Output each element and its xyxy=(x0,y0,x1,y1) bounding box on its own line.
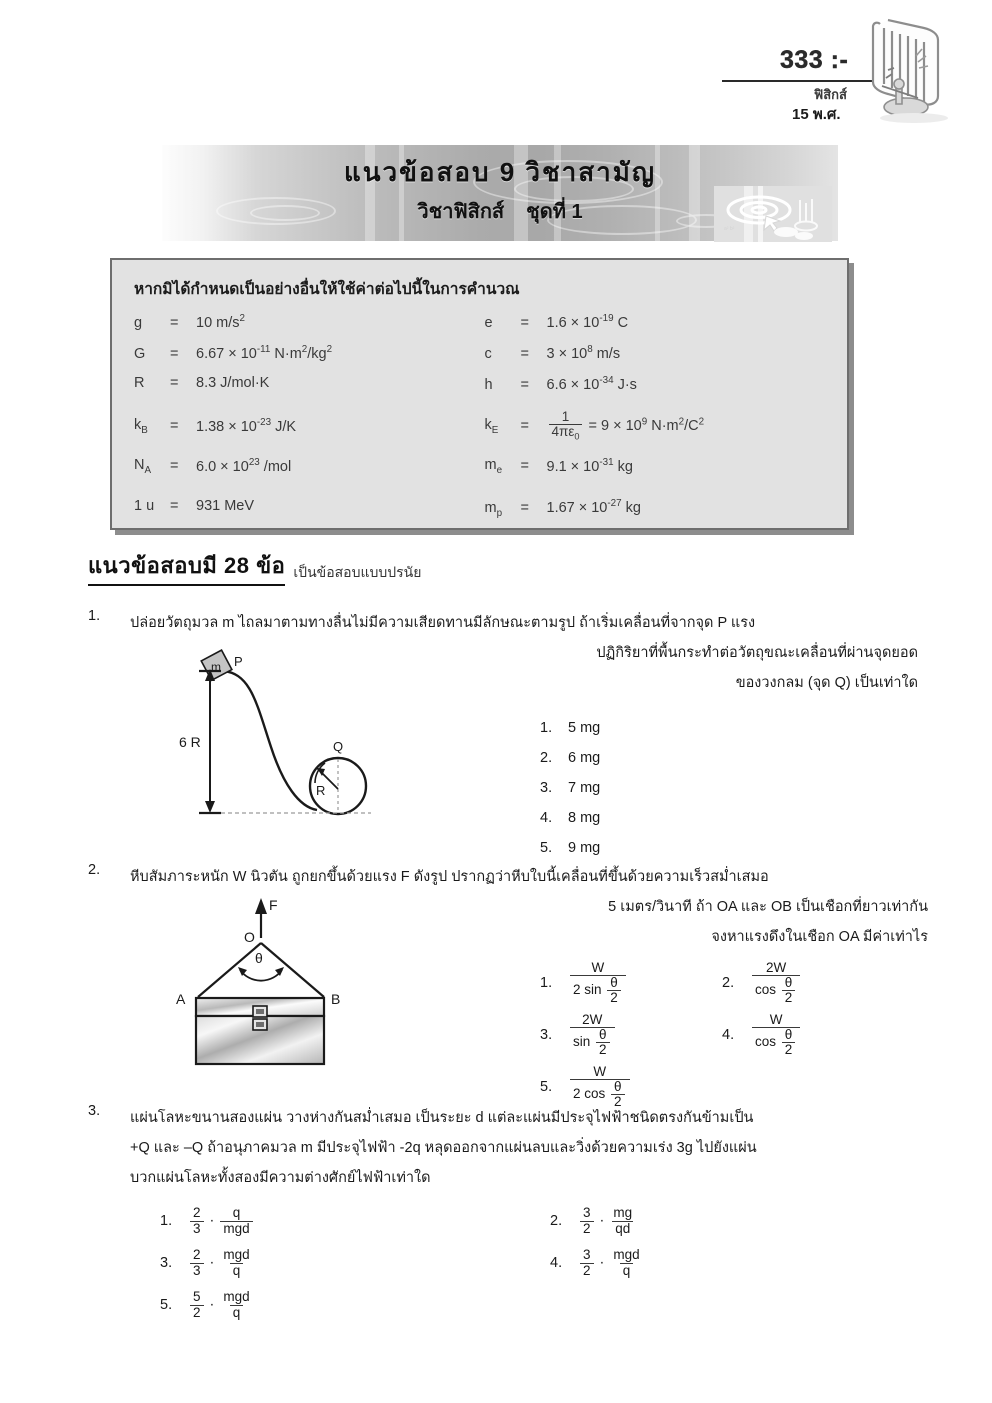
constants-box xyxy=(110,258,849,530)
choice-label: 2. xyxy=(540,750,553,766)
coefficient-fraction xyxy=(190,1290,204,1319)
constant-value: $1.38 \times 10^{-23}$ J/K xyxy=(196,417,297,435)
fraction-numerator: 2W xyxy=(582,1011,603,1027)
constant-symbol: h xyxy=(484,376,493,393)
choice-label: 3. xyxy=(540,1026,553,1043)
constant-row xyxy=(485,406,826,446)
angle-denominator: 2 xyxy=(596,1042,610,1057)
label-force: F xyxy=(269,897,278,913)
angle-denominator: 2 xyxy=(782,1042,796,1057)
header-rule xyxy=(722,80,872,82)
question-count-main: แนวข้อสอบมี 28 ข้อ xyxy=(88,548,285,586)
banner-subject: วิชาฟิสิกส์ xyxy=(417,201,505,223)
choice-value: 5 mg xyxy=(568,720,601,736)
choice-label: 1. xyxy=(160,1213,173,1229)
constants-right-column xyxy=(485,313,826,529)
label-radius: R xyxy=(316,783,326,798)
expression-fraction xyxy=(220,1290,252,1319)
constant-equals: = xyxy=(520,376,529,393)
constant-equals: = xyxy=(170,498,179,514)
angle-numerator: θ xyxy=(784,1026,793,1042)
fraction-numerator: mgd xyxy=(613,1247,640,1263)
suitcase-lift-diagram xyxy=(168,890,458,1080)
choice-item[interactable] xyxy=(540,743,600,773)
svg-text:a² b²: a² b² xyxy=(724,226,735,232)
constants-grid xyxy=(134,313,825,529)
question-3 xyxy=(88,1103,928,1193)
question-count-note: เป็นข้อสอบแบบปรนัย xyxy=(293,564,422,580)
constant-value: $3 \times 10^8$ m/s xyxy=(546,344,621,362)
fraction-numerator: 2 xyxy=(193,1205,201,1221)
trig-function: sin xyxy=(573,1034,595,1050)
fraction-numerator: q xyxy=(232,1205,241,1221)
choice-label: 5. xyxy=(540,840,553,856)
choice-item[interactable] xyxy=(540,833,600,863)
constant-value: $6.6 \times 10^{-34}$ J·s xyxy=(546,375,637,393)
constant-value: 8.3 J/mol·K xyxy=(196,375,270,391)
choice-item[interactable] xyxy=(540,803,600,833)
constant-equals: = xyxy=(170,314,179,331)
constant-value: $1.6 \times 10^{-19}$ C xyxy=(546,313,629,331)
fraction-denominator: 2 xyxy=(190,1305,204,1320)
fraction-numerator: 3 xyxy=(583,1247,591,1263)
choice-item[interactable] xyxy=(160,1290,550,1319)
constant-value: $6.67 \times 10^{-11}$ $N\cdot m^2/kg^2$ xyxy=(196,344,333,362)
fraction-denominator xyxy=(752,975,800,1005)
choice-item[interactable] xyxy=(160,1248,550,1277)
choice-label: 1. xyxy=(540,974,553,991)
constant-equals: = xyxy=(170,418,179,434)
constant-row xyxy=(134,375,475,406)
choice-value: 7 mg xyxy=(568,780,601,796)
constant-equals: = xyxy=(170,345,179,362)
choice-value: 8 mg xyxy=(568,810,601,826)
constant-symbol: R xyxy=(134,375,145,391)
header-subject: ฟิสิกส์ xyxy=(814,87,847,102)
choice-label: 2. xyxy=(722,974,735,991)
fraction-numerator: 2W xyxy=(766,959,787,975)
fraction-denominator: mgd xyxy=(220,1221,252,1236)
choice-fraction xyxy=(752,961,800,1006)
choice-value xyxy=(750,961,802,1006)
constant-value: $\frac{1}{4\pi\varepsilon_0}$ = $9 \times 10^9$ $N\cdot m^2/C^2$ xyxy=(547,410,705,443)
question-text-line: ปฏิกิริยาที่พื้นกระทำต่อวัตถุขณะเคลื่อนที่ผ่านจุดยอด xyxy=(596,645,918,661)
choice-value xyxy=(568,1013,617,1058)
choice-label: 1. xyxy=(540,720,553,736)
question-3-choices xyxy=(160,1200,860,1326)
constant-equals: = xyxy=(170,375,179,391)
question-text-line: จงหาแรงดึงในเชือก OA มีค่าเท่าไร xyxy=(711,929,928,945)
choice-item[interactable] xyxy=(550,1248,645,1277)
question-text-line: ปล่อยวัตถุมวล m ไถลมาตามทางลื่นไม่มีความเสียดทานมีลักษณะตามรูป ถ้าเริ่มเคลื่อนที่จากจุด P แรง xyxy=(130,615,756,631)
coefficient-fraction xyxy=(580,1206,594,1235)
trig-function: 2 cos xyxy=(573,1086,610,1102)
choice-value: 9 mg xyxy=(568,840,601,856)
choice-label: 3. xyxy=(160,1255,173,1271)
question-text-line: บวกแผ่นโลหะทั้งสองมีความต่างศักย์ไฟฟ้าเท่าใด xyxy=(130,1170,431,1186)
page-header xyxy=(722,18,972,128)
angle-denominator: 2 xyxy=(607,990,621,1005)
label-angle: θ xyxy=(255,950,263,966)
choice-item[interactable] xyxy=(722,1013,802,1058)
expression-fraction xyxy=(610,1206,635,1235)
constant-symbol: 1 u xyxy=(134,498,155,514)
angle-numerator: θ xyxy=(784,974,793,990)
constant-symbol: e xyxy=(484,314,493,331)
choice-row xyxy=(540,1009,890,1061)
constant-row xyxy=(134,406,475,446)
multiply-dot: · xyxy=(209,1296,215,1313)
choice-label: 2. xyxy=(550,1213,563,1229)
choice-value xyxy=(578,1206,637,1235)
fraction-denominator: q xyxy=(230,1263,244,1278)
banner-set: ชุดที่ 1 xyxy=(526,201,583,223)
question-text-line: 5 เมตร/วินาที ถ้า OA และ OB เป็นเชือกที่ยาวเท่ากัน xyxy=(608,899,928,915)
question-text-line: หีบสัมภาระหนัก W นิวตัน ถูกยกขึ้นด้วยแรง F ดังรูป ปรากฏว่าหีบใบนี้เคลื่อนที่ขึ้นด้วยความเร็วสม่ำเสมอ xyxy=(130,869,769,885)
choice-row xyxy=(160,1242,860,1284)
choice-value xyxy=(568,961,628,1006)
fraction-numerator: 2 xyxy=(193,1247,201,1263)
choice-item[interactable] xyxy=(550,1206,637,1235)
constant-value: $6.0 \times 10^{23}$ /mol xyxy=(196,457,292,475)
fraction-numerator: mgd xyxy=(223,1289,250,1305)
choice-value xyxy=(188,1290,255,1319)
choice-value: 6 mg xyxy=(568,750,601,766)
question-text-line: ของวงกลม (จุด Q) เป็นเท่าใด xyxy=(735,675,918,691)
constants-heading: หากมิได้กำหนดเป็นอย่างอื่นให้ใช้ค่าต่อไปนี้ในการคำนวณ xyxy=(134,281,520,298)
choice-item[interactable] xyxy=(160,1206,550,1235)
fraction-numerator: W xyxy=(593,1063,607,1079)
constant-row xyxy=(485,313,826,344)
constant-equals: = xyxy=(520,458,529,474)
label-height: 6 R xyxy=(179,734,201,750)
label-apex: O xyxy=(244,929,255,945)
choice-item[interactable] xyxy=(540,961,722,1006)
constant-value: 931 MeV xyxy=(196,498,255,514)
angle-numerator: θ xyxy=(614,1078,622,1094)
choice-item[interactable] xyxy=(722,961,802,1006)
choice-label: 3. xyxy=(540,780,553,796)
fraction-numerator: mgd xyxy=(223,1247,250,1263)
choice-row xyxy=(160,1200,860,1242)
constant-symbol: $k_E$ xyxy=(484,416,499,436)
fraction-denominator: qd xyxy=(612,1221,633,1236)
constant-symbol: $k_B$ xyxy=(134,416,148,436)
ripple-target-icon xyxy=(714,186,832,242)
constant-equals: = xyxy=(520,345,529,362)
fraction-numerator: 5 xyxy=(193,1289,201,1305)
page-number: 333 :- xyxy=(780,46,849,74)
question-text-line: แผ่นโลหะขนานสองแผ่น วางห่างกันสม่ำเสมอ เป็นระยะ d แต่ละแผ่นมีประจุไฟฟ้าชนิดตรงกันข้ามเป็น xyxy=(130,1110,754,1126)
choice-row xyxy=(160,1284,860,1326)
constant-row xyxy=(485,498,826,529)
constant-equals: = xyxy=(170,458,179,474)
choice-fraction xyxy=(752,1013,800,1058)
label-point-b: B xyxy=(331,991,341,1007)
fraction-denominator xyxy=(570,1027,615,1057)
choice-value xyxy=(188,1206,255,1235)
choice-label: 4. xyxy=(550,1255,563,1271)
fraction-denominator: 2 xyxy=(580,1263,594,1278)
coefficient-fraction xyxy=(190,1206,204,1235)
choice-fraction xyxy=(570,961,626,1006)
constant-row xyxy=(485,344,826,375)
trig-function: 2 sin xyxy=(573,982,606,998)
constant-value: 10 $m/s^2$ xyxy=(196,313,245,331)
choice-label: 5. xyxy=(160,1297,173,1313)
constant-row xyxy=(134,446,475,486)
constant-symbol: g xyxy=(134,314,143,331)
constant-symbol: $N_A$ xyxy=(134,456,152,476)
fraction-denominator xyxy=(570,975,626,1005)
multiply-dot: · xyxy=(209,1212,215,1229)
coefficient-fraction xyxy=(580,1248,594,1277)
trig-function: cos xyxy=(755,1034,780,1050)
label-point-a: A xyxy=(176,991,186,1007)
constant-equals: = xyxy=(520,314,529,331)
constant-equals: = xyxy=(520,418,529,434)
constants-left-column xyxy=(134,313,475,529)
expression-fraction xyxy=(610,1248,642,1277)
fraction-denominator: 3 xyxy=(190,1221,204,1236)
constant-row xyxy=(134,344,475,375)
fraction-numerator: W xyxy=(769,1011,783,1027)
question-number: 1. xyxy=(88,608,101,624)
choice-item[interactable] xyxy=(540,713,600,743)
question-number: 3. xyxy=(88,1103,101,1119)
constant-symbol: $m_e$ xyxy=(484,456,503,476)
svg-text:m: m xyxy=(211,660,221,674)
fraction-denominator: 2 xyxy=(580,1221,594,1236)
choice-label: 4. xyxy=(722,1026,735,1043)
constant-symbol: c xyxy=(484,345,492,362)
choice-label: 5. xyxy=(540,1078,553,1095)
fraction-numerator: 3 xyxy=(583,1205,591,1221)
angle-numerator: θ xyxy=(599,1026,607,1042)
constant-row xyxy=(485,375,826,406)
choice-item[interactable] xyxy=(540,1013,722,1058)
stack-of-papers-icon xyxy=(862,18,972,128)
fraction-denominator: q xyxy=(620,1263,634,1278)
header-date: 15 พ.ศ. xyxy=(792,106,841,123)
question-number: 2. xyxy=(88,862,101,878)
expression-fraction xyxy=(220,1248,252,1277)
question-1-choices xyxy=(540,713,600,863)
choice-fraction xyxy=(570,1013,615,1058)
choice-label: 4. xyxy=(540,810,553,826)
angle-denominator: 2 xyxy=(782,990,796,1005)
multiply-dot: · xyxy=(599,1212,605,1229)
constant-value: $9.1 \times 10^{-31}$ kg xyxy=(546,457,633,475)
question-2-choices xyxy=(540,957,890,1113)
angle-denominator: 2 xyxy=(611,1094,625,1109)
fraction-denominator xyxy=(752,1027,800,1057)
choice-value xyxy=(188,1248,255,1277)
question-text-line: +Q และ –Q ถ้าอนุภาคมวล m มีประจุไฟฟ้า -2q หลุดออกจากแผ่นลบและวิ่งด้วยความเร่ง 3g ไปยังแผ่น xyxy=(130,1140,757,1156)
choice-value xyxy=(578,1248,645,1277)
label-point-p: P xyxy=(234,654,243,669)
fraction-denominator: 3 xyxy=(190,1263,204,1278)
constant-row xyxy=(134,313,475,344)
constant-row xyxy=(485,446,826,486)
constant-row xyxy=(134,498,475,529)
fraction-numerator: W xyxy=(591,959,605,975)
constant-equals: = xyxy=(520,499,529,516)
expression-fraction xyxy=(220,1206,252,1235)
choice-row xyxy=(540,957,890,1009)
constant-value: $1.67 \times 10^{-27}$ kg xyxy=(546,498,641,516)
fraction-numerator: mg xyxy=(613,1205,633,1221)
question-count-heading xyxy=(88,548,421,586)
choice-item[interactable] xyxy=(540,773,600,803)
constant-symbol: G xyxy=(134,345,146,362)
choice-value xyxy=(750,1013,802,1058)
constant-symbol: $m_p$ xyxy=(484,499,503,519)
coulomb-fraction: $\frac{1}{4\pi\varepsilon_0}$ xyxy=(549,410,583,443)
fraction-denominator: q xyxy=(230,1305,244,1320)
banner-title: แนวข้อสอบ 9 วิชาสามัญ xyxy=(343,157,657,187)
multiply-dot: · xyxy=(599,1254,605,1271)
coefficient-fraction xyxy=(190,1248,204,1277)
multiply-dot: · xyxy=(209,1254,215,1271)
angle-numerator: θ xyxy=(610,974,618,990)
loop-track-diagram xyxy=(165,643,415,828)
trig-function: cos xyxy=(755,982,780,998)
label-point-q: Q xyxy=(333,739,344,754)
